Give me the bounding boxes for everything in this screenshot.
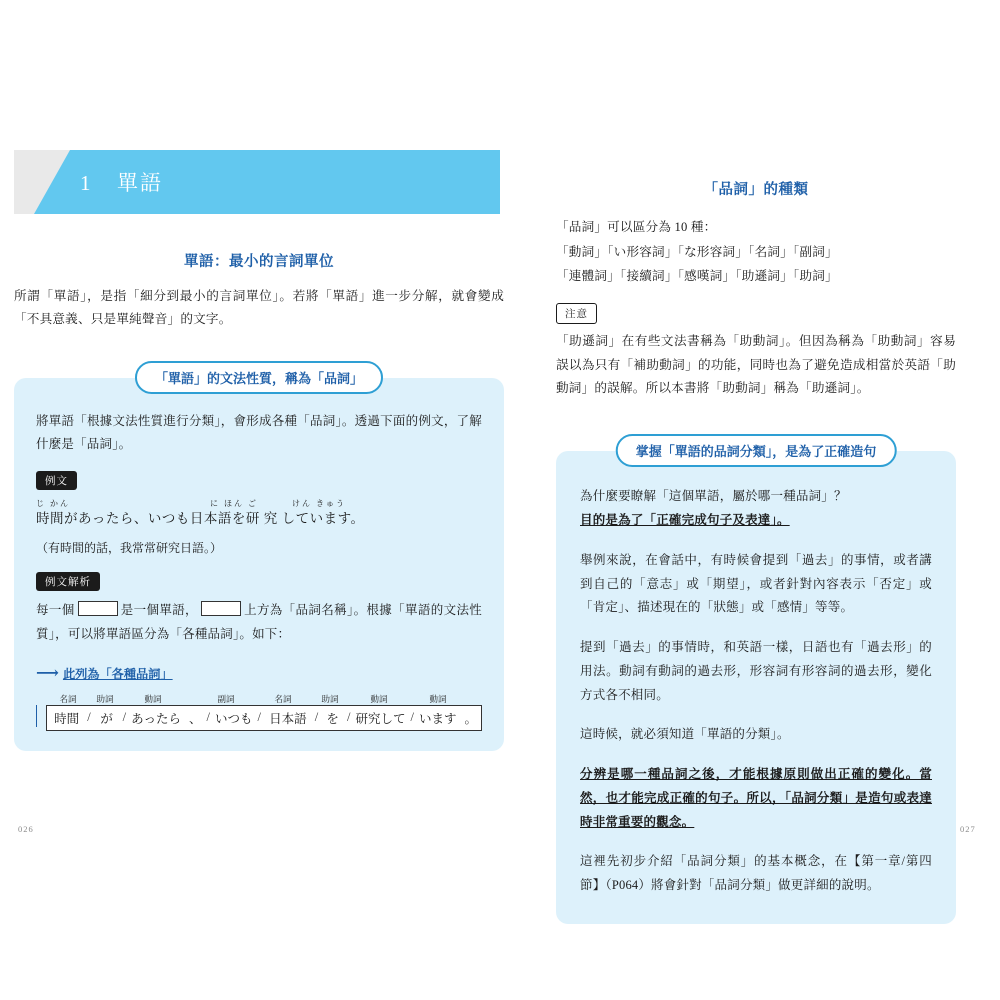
- pos-label: 動詞: [144, 693, 162, 704]
- pos-label: 動詞: [429, 693, 447, 704]
- arrow-note-row: [36, 647, 482, 683]
- right-page: [556, 178, 956, 924]
- classification-p1-line2: 目的是為了「正確完成句子及表達」。: [580, 513, 790, 528]
- parse-pos-row: [48, 691, 482, 705]
- classification-p6: 這裡先初步介紹「品詞分類」的基本概念，在【第一章/第四節】（P064）將會針對「品詞分類」做更詳細的說明。: [580, 854, 932, 893]
- analysis-paragraph: [36, 599, 482, 647]
- chapter-number: 1: [80, 171, 93, 195]
- chapter-title: 單語: [117, 171, 163, 195]
- example-ruby: じ かん に ほん ご けん きゅう: [36, 499, 346, 509]
- note-text: 「助遜詞」在有些文法書稱為「助動詞」。但因為稱為「助動詞」容易誤以為只有「補助動詞」的功能，同時也為了避免造成相當於英語「助動詞」的誤解。所以本書將「助動詞」稱為「助遜詞」。: [556, 333, 956, 396]
- classification-p4: 這時候，就必須知道「單語的分類」。: [580, 727, 790, 742]
- example-tag: 例文: [36, 471, 77, 490]
- arrow-right-icon: ⟶: [36, 664, 59, 682]
- classification-box-pill-label: 掌握「單語的品詞分類」，是為了正確造句: [616, 434, 897, 467]
- token: いつも: [214, 711, 253, 726]
- grammar-box: [14, 370, 504, 751]
- blank-box-2: [201, 601, 241, 616]
- token: 日本語: [269, 711, 307, 726]
- analysis-text-1: 每一個: [36, 603, 75, 618]
- arrow-note-label: 此列為「各種品詞」: [62, 666, 173, 681]
- pos-label: 名詞: [59, 693, 77, 704]
- pos-label: 副詞: [217, 693, 235, 704]
- token: 研究して: [355, 711, 406, 726]
- parse-table: [36, 691, 482, 731]
- analysis-tag: 例文解析: [36, 572, 100, 591]
- parse-token-row: 時間 / が / あったら 、 / いつも / 日本語 / を / 研究して / います 。: [46, 705, 482, 731]
- parse-tick-icon: [36, 705, 43, 727]
- note-tag: 注意: [556, 303, 597, 324]
- classification-box: [556, 444, 956, 924]
- classification-p1-line1: 為什麼要瞭解「這個單語，屬於哪一種品詞」？: [580, 489, 847, 504]
- pos-label: 助詞: [96, 693, 114, 704]
- classification-p2: 舉例來說，在會話中，有時候會提到「過去」的事情，或者講到自己的「意志」或「期望」，或者針對內容表示「否定」或「肯定」、描述現在的「狀態」或「感情」等等。: [580, 552, 932, 615]
- section-title: 單語：最小的言詞單位: [184, 254, 334, 270]
- right-section-title: 「品詞」的種類: [703, 182, 809, 198]
- token: を: [326, 711, 339, 726]
- page-number-left: 026: [18, 824, 34, 834]
- token: います: [418, 711, 457, 726]
- kinds-intro: 「品詞」可以區分為 10 種：: [556, 220, 717, 234]
- kinds-line-2: 「連體詞」「接續詞」「感嘆詞」「助遜詞」「助詞」: [556, 269, 838, 284]
- token: あったら: [131, 711, 181, 726]
- example-translation: （有時間的話，我常常研究日語。）: [36, 541, 223, 556]
- chapter-heading: [80, 167, 163, 197]
- analysis-text-3: 上方為「品詞名稱」。根據「單語的文法性質」，可以將單語區分為「各種品詞」。如下：: [36, 603, 483, 642]
- blank-box-1: [78, 601, 118, 616]
- pos-label: 動詞: [370, 693, 388, 704]
- token: が: [100, 711, 113, 726]
- classification-p5: 分辨是哪一種品詞之後，才能根據原則做出正確的變化。當然，也才能完成正確的句子。所以，「品詞分類」是造句或表達時非常重要的觀念。: [580, 767, 932, 829]
- token: 。: [464, 711, 477, 726]
- pos-label: 助詞: [321, 693, 339, 704]
- pos-label: 名詞: [274, 693, 292, 704]
- chapter-header: [14, 150, 500, 214]
- intro-paragraph: 所謂「單語」，是指「細分到最小的言詞單位」。若將「單語」進一步分解，就會變成「不具意義、只是單純聲音」的文字。: [14, 289, 504, 327]
- grammar-box-pill-label: 「單語」的文法性質，稱為「品詞」: [135, 361, 383, 394]
- page-number-right: 027: [960, 824, 976, 834]
- example-sentence: 時間があったら、いつも日本語を研 究 しています。: [36, 511, 365, 527]
- token: 、: [188, 711, 202, 726]
- left-page: [14, 150, 504, 769]
- analysis-text-2: 是一個單語，: [120, 603, 198, 618]
- kinds-line-1: 「動詞」「い形容詞」「な形容詞」「名詞」「副詞」: [556, 244, 838, 259]
- token: 時間: [54, 711, 80, 726]
- classification-p3: 提到「過去」的事情時，和英語一樣，日語也有「過去形」的用法。動詞有動詞的過去形，形容詞有形容詞的過去形，變化方式各不相同。: [580, 640, 932, 702]
- grammar-box-paragraph: 將單語「根據文法性質進行分類」，會形成各種「品詞」。透過下面的例文，了解什麼是「品詞」。: [36, 413, 482, 452]
